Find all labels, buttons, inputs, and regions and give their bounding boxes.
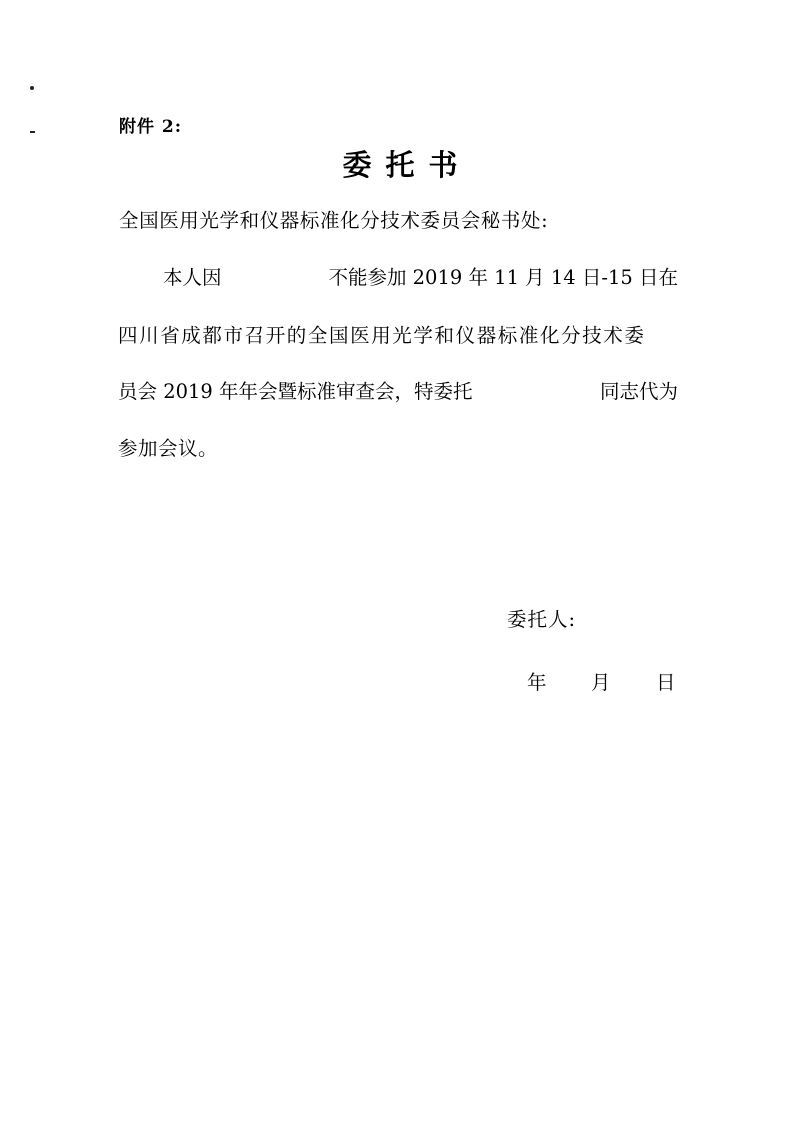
body-line-1-end: 不能参加 2019 年 11 月 14 日-15 日在 (328, 266, 678, 289)
delegate-blank (490, 378, 582, 406)
body-line-1-start: 本人因 (163, 266, 222, 289)
date-day-label: 日 (656, 671, 676, 694)
date-year-label: 年 (527, 671, 547, 694)
body-line-4: 参加会议。 (118, 437, 219, 460)
reason-blank (233, 264, 317, 292)
scan-speck (30, 131, 35, 133)
addressee: 全国医用光学和仪器标准化分技术委员会秘书处: (119, 209, 549, 232)
body-line-3 (118, 378, 678, 406)
body-line-1 (163, 264, 678, 292)
page-title: 委托书 (342, 148, 472, 182)
scan-speck (30, 86, 34, 90)
mandator-label: 委托人: (507, 608, 577, 631)
attachment-label: 附件 2: (119, 117, 183, 137)
body-line-2: 四川省成都市召开的全国医用光学和仪器标准化分技术委 (118, 324, 646, 347)
body-line-3-end: 同志代为 (599, 380, 678, 403)
date-month-label: 月 (591, 671, 611, 694)
body-line-3-start: 员会 2019 年年会暨标准审查会，特委托 (118, 380, 473, 403)
